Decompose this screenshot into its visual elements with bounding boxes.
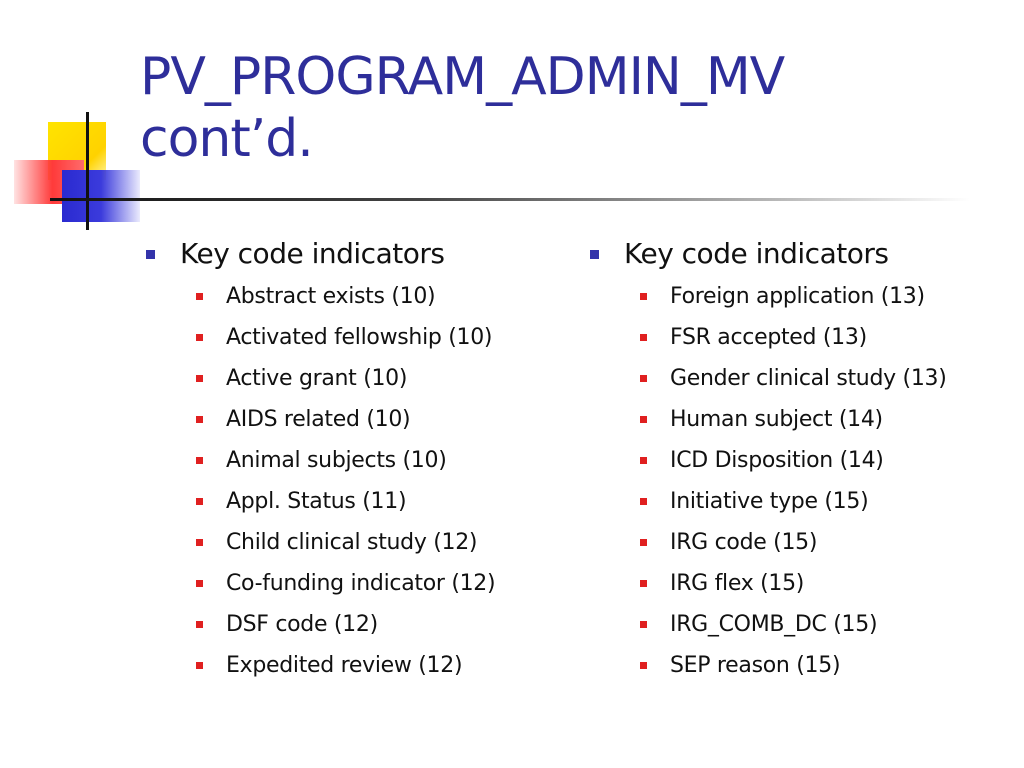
right-heading-text: Key code indicators [624,237,889,270]
left-column [146,232,566,686]
list-item-text: IRG flex (15) [670,571,805,596]
square-bullet-icon [196,457,203,464]
square-bullet-icon [640,416,647,423]
list-item [590,522,1010,563]
slide-title-line-1: PV_PROGRAM_ADMIN_MV [140,47,785,107]
list-item-text: AIDS related (10) [226,407,411,432]
list-item [146,276,566,317]
right-column [590,232,1010,686]
list-item-text: Foreign application (13) [670,284,925,309]
list-item-text: Initiative type (15) [670,489,869,514]
list-item-text: Appl. Status (11) [226,489,407,514]
square-bullet-icon [196,539,203,546]
list-item-text: Abstract exists (10) [226,284,436,309]
list-item-text: ICD Disposition (14) [670,448,884,473]
list-item-text: SEP reason (15) [670,653,841,678]
list-item-text: IRG code (15) [670,530,818,555]
title-underline-rule [50,198,970,201]
list-item [590,440,1010,481]
list-item [146,481,566,522]
list-item-text: FSR accepted (13) [670,325,867,350]
list-item-text: Co-funding indicator (12) [226,571,496,596]
list-item-text: IRG_COMB_DC (15) [670,612,878,637]
decorative-logo [0,100,150,240]
square-bullet-icon [590,250,599,259]
list-item [590,604,1010,645]
slide-title-line-2: cont’d. [140,109,313,169]
list-item [590,563,1010,604]
square-bullet-icon [640,539,647,546]
list-item [146,563,566,604]
list-item [146,440,566,481]
list-item [146,522,566,563]
square-bullet-icon [640,498,647,505]
square-bullet-icon [196,416,203,423]
square-bullet-icon [196,375,203,382]
list-item-text: Gender clinical study (13) [670,366,947,391]
right-column-heading [590,232,1010,276]
list-item [590,276,1010,317]
list-item-text: Child clinical study (12) [226,530,478,555]
list-item [146,645,566,686]
square-bullet-icon [640,293,647,300]
square-bullet-icon [640,457,647,464]
list-item-text: Expedited review (12) [226,653,463,678]
square-bullet-icon [196,662,203,669]
list-item [590,399,1010,440]
list-item [146,604,566,645]
left-column-heading [146,232,566,276]
left-item-list [146,276,566,686]
square-bullet-icon [196,293,203,300]
square-bullet-icon [196,498,203,505]
square-bullet-icon [640,662,647,669]
list-item [590,481,1010,522]
list-item-text: DSF code (12) [226,612,378,637]
square-bullet-icon [196,580,203,587]
vertical-rule [86,112,89,230]
square-bullet-icon [640,334,647,341]
list-item [146,358,566,399]
square-bullet-icon [146,250,155,259]
left-heading-text: Key code indicators [180,237,445,270]
square-bullet-icon [640,580,647,587]
list-item [590,317,1010,358]
list-item-text: Human subject (14) [670,407,883,432]
list-item-text: Animal subjects (10) [226,448,447,473]
slide-title [140,46,1000,170]
square-bullet-icon [196,621,203,628]
list-item-text: Active grant (10) [226,366,408,391]
square-bullet-icon [640,621,647,628]
blue-square-decoration [62,170,140,222]
list-item [590,645,1010,686]
square-bullet-icon [196,334,203,341]
list-item-text: Activated fellowship (10) [226,325,493,350]
list-item [590,358,1010,399]
list-item [146,317,566,358]
right-item-list [590,276,1010,686]
square-bullet-icon [640,375,647,382]
list-item [146,399,566,440]
